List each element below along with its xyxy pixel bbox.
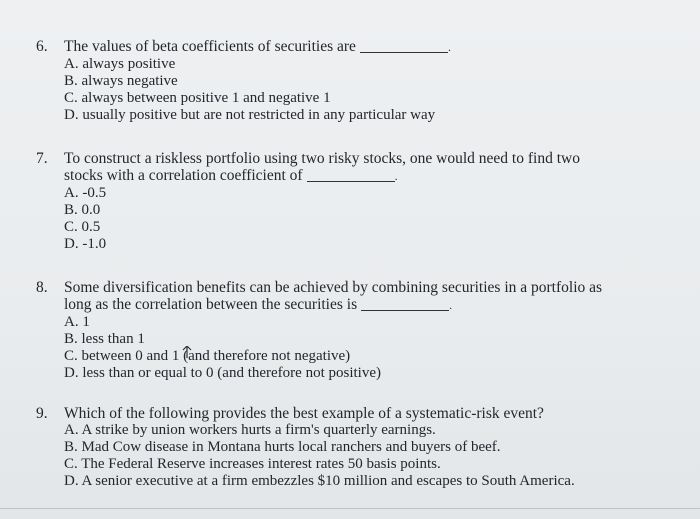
option-c: C. The Federal Reserve increases interest rates 50 basis points. bbox=[64, 456, 441, 472]
option-b: B. 0.0 bbox=[64, 202, 101, 218]
question-6 bbox=[36, 38, 660, 124]
option-c: C. between 0 and 1 (and therefore not negative) bbox=[64, 348, 351, 364]
stem-text: To construct a riskless portfolio using two risky stocks, one would need to find two bbox=[64, 150, 580, 167]
stem-text: The values of beta coefficients of securities are bbox=[64, 38, 356, 55]
stem-text: long as the correlation between the securities is bbox=[64, 296, 358, 313]
blank-period: . bbox=[394, 169, 398, 183]
cursor-icon bbox=[182, 346, 192, 358]
question-8 bbox=[36, 279, 660, 382]
stem-text: Which of the following provides the best example of a systematic-risk event? bbox=[64, 405, 544, 422]
page-edge-divider bbox=[0, 508, 700, 509]
option-d: D. usually positive but are not restricted in any particular way bbox=[64, 107, 436, 123]
option-c: C. always between positive 1 and negative 1 bbox=[64, 90, 331, 106]
question-number: 7. bbox=[36, 150, 48, 167]
option-d: D. -1.0 bbox=[64, 236, 107, 252]
question-9 bbox=[36, 405, 660, 490]
question-stem bbox=[36, 279, 660, 296]
stem-text: Some diversification benefits can be achieved by combining securities in a portfolio as bbox=[64, 279, 603, 296]
question-number: 8. bbox=[36, 279, 48, 296]
option-a: A. always positive bbox=[64, 56, 176, 72]
answer-blank bbox=[361, 310, 449, 311]
question-stem bbox=[36, 38, 660, 56]
question-number: 6. bbox=[36, 38, 48, 55]
question-7 bbox=[36, 150, 660, 253]
option-b: B. Mad Cow disease in Montana hurts local ranchers and buyers of beef. bbox=[64, 439, 501, 455]
stem-text: stocks with a correlation coefficient of bbox=[64, 167, 303, 184]
option-c: C. 0.5 bbox=[64, 219, 101, 235]
question-stem-continued bbox=[36, 296, 660, 314]
option-a: A. -0.5 bbox=[64, 185, 107, 201]
answer-blank bbox=[360, 52, 448, 53]
question-stem bbox=[36, 405, 660, 422]
option-d: D. A senior executive at a firm embezzles $10 million and escapes to South America. bbox=[64, 473, 575, 489]
option-b: B. less than 1 bbox=[64, 331, 145, 347]
question-number: 9. bbox=[36, 405, 48, 422]
answer-blank bbox=[307, 181, 395, 182]
option-d: D. less than or equal to 0 (and therefore not positive) bbox=[64, 365, 381, 381]
question-stem bbox=[36, 150, 660, 167]
blank-period: . bbox=[447, 40, 451, 54]
option-a: A. A strike by union workers hurts a firm's quarterly earnings. bbox=[64, 422, 436, 438]
question-stem-continued bbox=[36, 167, 660, 185]
blank-period: . bbox=[449, 298, 453, 312]
option-a: A. 1 bbox=[64, 314, 90, 330]
option-b: B. always negative bbox=[64, 73, 178, 89]
